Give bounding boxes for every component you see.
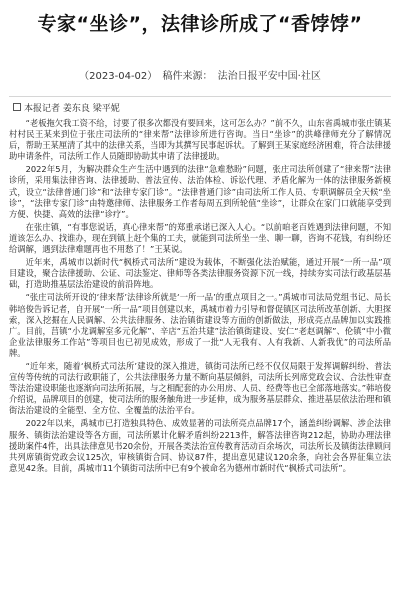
byline-text: 本报记者 姜东良 梁平妮 [24,104,120,114]
byline [13,103,391,115]
paragraph-1: “老板拖欠我工资不给，讨要了很多次都没有要回来，这可怎么办？”前不久，山东省禹城市张庄镇某村村民王某来到位于张庄司法所的“律来帮”法律诊所进行咨询。当日“坐诊”的洪峰律师充分了解情况后，帮助王某厘清了其中的法律关系，当即为其撰写民事起诉状。了解到王某家庭经济困难，符合法律援助申请条件，司法所工作人员随即协助其申请了法律援助。 [9,118,391,162]
paragraph-3: 在张庄镇，“有事您说话，真心律来帮”的郑重承诺已深入人心。“以前咱老百姓遇到法律问题，不知道该怎么办、找谁办，现在到镇上赶个集的工夫，就能到司法所坐一坐、聊一聊，咨询不花钱，有纠纷还给调解，遇到法律难题再也不用愁了！”王某说。 [9,221,391,255]
header-divider [9,96,391,97]
article-body [9,118,391,474]
paragraph-7: 2022年以来，禹城市已打造独具特色、成效显著的司法所亮点品牌17个，涵盖纠纷调解、涉企法律服务、镇街法治建设等各方面，司法所累计化解矛盾纠纷2213件，解答法律咨询212起，协助办理法律援助案件4件，出具法律意见书20余份，开展各类法治宣传教育活动百余场次，司法所长及镇街法律顾问共列席镇街党政会议125次，审核镇街合同、协议87件，提出意见建议120余条，向社会各界征集立法意见42条。目前，禹城市11个镇街司法所中已有9个被命名为德州市新时代“枫桥式司法所”。 [9,418,391,473]
paragraph-4: 近年来，禹城市以新时代“枫桥式司法所”建设为载体，不断强化法治赋能，通过开展“一所一品”项目建设，聚合法律援助、公证、司法鉴定、律师等各类法律服务资源下沉一线，持续夯实司法行政基层基础，打造助推基层法治建设的前沿阵地。 [9,257,391,290]
article-title: 专家“坐诊”，法律诊所成了“香饽饽” [37,13,363,35]
article-meta [9,70,391,84]
checkbox-icon [13,103,21,111]
paragraph-2: 2022年5月，为解决群众生产生活中遇到的法律“急难愁盼”问题，张庄司法所创建了“律来帮”法律诊所，采用集法律咨询、法律援助、普法宣传、法治体检、诉讼代理、矛盾化解为一体的法律服务新模式，设立“法律普通门诊”和“法律专家门诊”。“法律普通门诊”由司法所工作人员、专职调解员全天候“坐诊”，“法律专家门诊”由特邀律师、法律服务工作者每周五到所轮值“坐诊”，让群众在家门口就能享受到方便、快捷、高效的法律“诊疗”。 [9,164,391,219]
source-name: 法治日报平安中国·社区 [217,71,321,82]
paragraph-5: “张庄司法所开设的‘律来帮’法律诊所就是‘一所一品’的重点项目之一。”禹城市司法局党组书记、局长韩培俊告诉记者，自开展“一所一品”项目创建以来，禹城市着力引导和督促镇区司法所改革创新、大胆探索，深入挖掘在人民调解、公共法律服务、法治镇街建设等方面的创新做法，形成亮点品牌加以实践推广。目前，莒镇“小龙调解室多元化解”、辛店“五治共建”法治镇街建设、安仁“老赵调解”、伦镇“中小微企业法律服务工作站”等项目也已初见成效，形成了一批“人无我有、人有我新、人新我优”的司法所品牌。 [9,292,391,358]
publish-date: （2023-04-02） [79,71,158,82]
source-label: 稿件来源： [162,71,213,82]
paragraph-6: “近年来，随着‘枫桥式司法所’建设的深入推进，镇街司法所已经不仅仅局限于发挥调解纠纷、普法宣传等传统的司法行政职能了，公共法律服务力量不断向基层倾斜，司法所长列席党政会议、合法性审查等法治建设职能也逐渐向司法所拓展，与之相配套的办公用房、人员、经费等也已全部落地落实。”韩培俊介绍说，品牌项目的创建，使司法所的服务触角进一步延伸，成为服务基层群众、推进基层依法治理和镇街法治建设的全能型、全方位、全覆盖的法治平台。 [9,360,391,416]
